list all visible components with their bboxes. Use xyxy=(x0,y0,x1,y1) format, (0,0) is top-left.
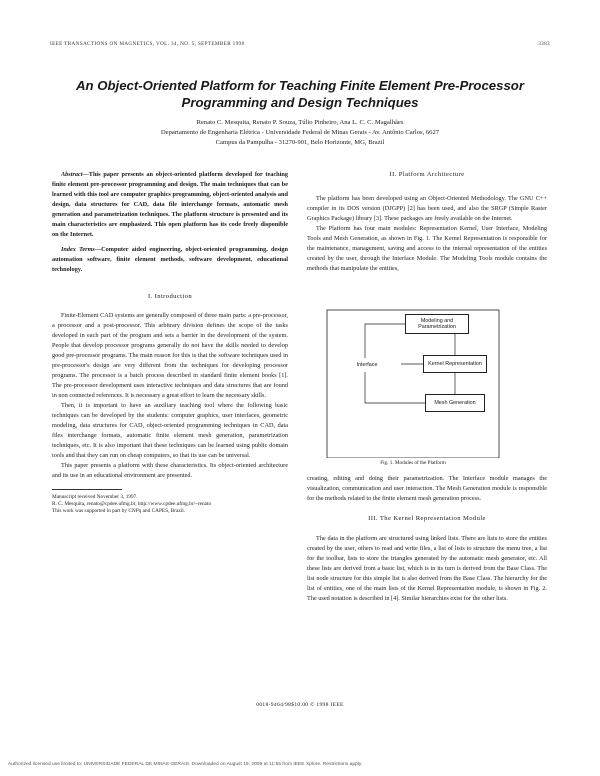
box-modeling-parametrization: Modeling and Parametrization xyxy=(405,314,469,334)
index-terms xyxy=(52,245,288,275)
section-1-paragraph-1: Finite-Element CAD systems are generally composed of three main parts: a pre-processor, a processor and a post-processor. This arbitrary division defines the scope of the tasks developed in each part of the program and sets a barrier in the development of the system. People that develop processor programs generally do not have the skills needed to develop good pre-processor programs. The main reason for this is that the software techniques used in pre-processor's design are very different from the techniques for developing processor programs. The processor is a batch process described in standard finite element books [1]. The pre-processor development uses interactive techniques and data structures that are found in non connected references. It is necessary a great effort to learn the necessary skills. xyxy=(52,312,288,400)
page-number: 3383 xyxy=(538,41,550,47)
running-header xyxy=(50,41,550,51)
paper-title xyxy=(60,78,540,111)
author-names: Renato C. Mesquita, Renato P. Souza, Túlio Pinheiro, Ana L. C. C. Magalhães xyxy=(196,119,404,126)
abstract-label: Abstract xyxy=(61,171,83,178)
abstract-text: —This paper presents an object-oriented platform developed for teaching finite element pre-processor programming and design. The main techniques that can be learned with this tool are computer graphics programming, object-oriented analysis and design, data structures for CAD, data file interchange formats, automatic mesh generation and parametrization techniques. The platform structure is presented and its main characteristics are emphasized. This open platform has its code freely disponible on the Internet. xyxy=(52,171,288,238)
left-column xyxy=(52,170,288,515)
right-column-bottom xyxy=(307,474,547,603)
title-line-2: Programming and Design Techniques xyxy=(181,94,419,110)
download-notice: Authorized licensed use limited to: UNIVERSIDADE FEDERAL DE MINAS GERAIS. Downloaded on August 19, 2009 at 11:55 from IEEE Xplore. Restrictions apply. xyxy=(8,762,363,767)
section-2-paragraph-3: creating, editing and doing their parametrization. The Interface module manages the visualization, communication and user interaction. The Mesh Generation module is responsible for the methods related to the finite element mesh generation process. xyxy=(307,475,547,502)
right-column-top xyxy=(307,170,547,274)
affiliation-line-2: Campus da Pampulha - 31270-901, Belo Horizonte, MG, Brazil xyxy=(215,139,385,146)
section-3-heading: III. The Kernel Representation Module xyxy=(368,514,486,522)
footnote-line-2: R. C. Mesquita, renato@cpdee.ufmg.br, http://www.cpdee.ufmg.br/~renato xyxy=(52,500,212,507)
section-2-paragraph-1: The platform has been developed using an Object-Oriented Methodology. The GNU C++ compiler in its DOS version (DJGPP) [2] has been used, and also the SRGP (Simple Raster Graphics Package) library [3]. These packages are freely available on the Internet. xyxy=(307,194,547,222)
figure-1-caption: Fig. 1. Modules of the Platform xyxy=(380,460,446,466)
box-mesh-generation: Mesh Generation xyxy=(425,394,485,412)
section-3-paragraph-1: The data in the platform are structured using linked lists. There are lists to store the entities created by the user, others to read and write files, a list of lists to structure the menu tree, a list for the toolbar, lists to store the triangles generated by the automatic mesh generator, etc. All these lists are derived from a basic list, which is in its turn is derived from the Base Class. The list node structure for this simple list is also derived from the Base Class. The hierarchy for the list of entities, one of the main lists of the Kernel Representation module, is shown in Fig. 2. The used notation is described in [4]. Similar hierarchies exist for the other lists. xyxy=(307,534,547,602)
section-1-paragraph-2: Then, it is important to have an auxiliary teaching tool where the following basic techniques can be developed by the students: computer graphics, user interfaces, geometric modeling, data structures for CAD, object-oriented programming techniques in CAD, data files interchange formats, automatic finite element mesh generation, parametrization techniques, etc. It is also important that these techniques can be learned using public domain tools and that they can run on cheap computers, so that its use can be universal. xyxy=(52,402,288,459)
index-terms-text: —Computer aided engineering, object-oriented programming, design automation software, finite element methods, software development, educational technology. xyxy=(52,245,288,273)
index-terms-label: Index Terms xyxy=(61,245,95,253)
footnote-line-3: This work was supported in part by CNPq and CAPES, Brazil. xyxy=(52,508,186,515)
journal-header: IEEE TRANSACTIONS ON MAGNETICS, VOL. 34, NO. 5, SEPTEMBER 1998 xyxy=(50,41,245,47)
box-kernel-representation: Kernel Representation xyxy=(423,355,487,373)
author-block xyxy=(80,118,520,148)
footnote-rule xyxy=(52,489,122,490)
section-1-heading: I. Introduction xyxy=(147,292,193,300)
abstract xyxy=(52,170,288,240)
issn-copyright: 0018-9464/98$10.00 © 1998 IEEE xyxy=(256,702,344,708)
section-2-paragraph-2: The Platform has four main modules: Representation Kernel, User Interface, Modeling Tools and Mesh Generation, as shown in Fig. 1. The Kernel Representation is responsible for the maintenance, management, saving and access to the internal representation of the entities created by the user, through the Interface Module. The Modeling Tools module contains the methods that manipulate the entities, xyxy=(307,224,547,272)
affiliation-line-1: Departamento de Engenharia Elétrica - Universidade Federal de Minas Gerais - Av. Antônio Carlos, 6627 xyxy=(160,129,440,136)
figure-1 xyxy=(325,308,525,468)
connector-interface-mesh xyxy=(365,370,433,403)
title-line-1: An Object-Oriented Platform for Teaching Finite Element Pre-Processor xyxy=(76,78,524,93)
box-interface: Interface xyxy=(335,358,399,372)
footnote xyxy=(52,494,288,516)
section-1-paragraph-3: This paper presents a platform with these characteristics. Its object-oriented architecture and its use in an educational environment are presented. xyxy=(52,461,288,479)
footnote-line-1: Manuscript received November 3, 1997. xyxy=(52,493,138,500)
section-2-heading: II. Platform Architecture xyxy=(389,171,465,178)
